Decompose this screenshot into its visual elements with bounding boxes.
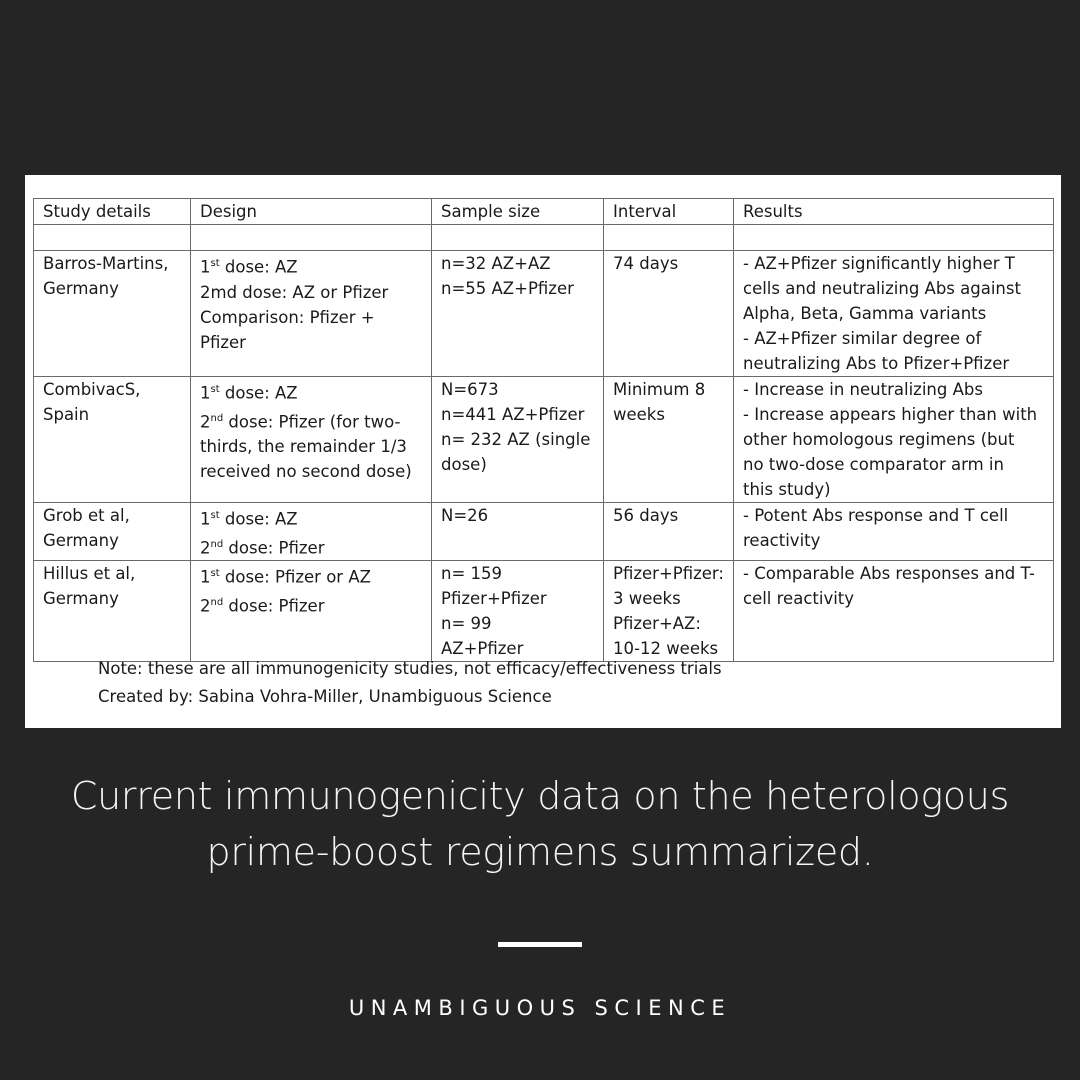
- line-text: dose: AZ: [219, 257, 298, 277]
- interval-line: 3 weeks: [613, 589, 681, 608]
- line-text: 1: [200, 257, 211, 277]
- design-line: [200, 406, 422, 435]
- results-line: no two-dose comparator arm in: [743, 455, 1004, 474]
- sample-line: n=441 AZ+Pfizer: [441, 405, 585, 424]
- design-line: [200, 251, 422, 280]
- study-line: Germany: [43, 531, 119, 550]
- interval-cell: [604, 561, 734, 662]
- sample-line: N=673: [441, 380, 499, 399]
- caption: [0, 768, 1080, 880]
- line-text: dose: Pfizer or AZ: [219, 567, 371, 587]
- results-line: - AZ+Pfizer significantly higher T: [743, 254, 1015, 273]
- header-cell: Interval: [604, 199, 734, 225]
- header-cell: Study details: [34, 199, 191, 225]
- sample-line: n=32 AZ+AZ: [441, 254, 551, 273]
- results-line: cells and neutralizing Abs against: [743, 279, 1021, 298]
- sample-line: Pfizer+Pfizer: [441, 589, 547, 608]
- study-line: Germany: [43, 589, 119, 608]
- caption-line: Current immunogenicity data on the heterologous: [70, 774, 1010, 818]
- table-row: [34, 561, 1054, 662]
- line-text: 2: [200, 538, 211, 557]
- ordinal-suffix: nd: [210, 412, 224, 424]
- design-cell: [191, 251, 432, 377]
- results-line: - AZ+Pfizer similar degree of: [743, 329, 982, 348]
- line-text: Pfizer: [200, 332, 246, 352]
- design-cell: [191, 377, 432, 503]
- header-cell: Design: [191, 199, 432, 225]
- study-line: Germany: [43, 279, 119, 298]
- interval-line: Pfizer+AZ:: [613, 614, 701, 633]
- sample-line: n= 232 AZ (single: [441, 430, 591, 449]
- table-row: [34, 377, 1054, 503]
- results-line: - Potent Abs response and T cell: [743, 506, 1009, 525]
- brand-name: UNAMBIGUOUS SCIENCE: [348, 996, 732, 1020]
- sample-cell: [432, 377, 604, 503]
- design-line: [200, 434, 422, 459]
- line-text: 2: [200, 596, 211, 615]
- empty-cell: [604, 225, 734, 251]
- study-line: Spain: [43, 405, 90, 424]
- interval-cell: [604, 503, 734, 561]
- study-table: [33, 198, 1054, 662]
- interval-line: 56 days: [613, 506, 679, 525]
- line-text: thirds, the remainder 1/3: [200, 437, 407, 456]
- study-cell: [34, 251, 191, 377]
- study-cell: [34, 503, 191, 561]
- sample-cell: [432, 503, 604, 561]
- design-cell: [191, 503, 432, 561]
- sample-line: AZ+Pfizer: [441, 639, 524, 658]
- design-line: [200, 305, 422, 330]
- interval-cell: [604, 377, 734, 503]
- results-line: reactivity: [743, 531, 821, 550]
- design-line: [200, 377, 422, 406]
- interval-line: 74 days: [613, 254, 679, 273]
- results-cell: [734, 377, 1054, 503]
- sample-cell: [432, 251, 604, 377]
- sample-line: N=26: [441, 506, 489, 525]
- results-line: this study): [743, 480, 831, 499]
- design-line: [200, 532, 422, 561]
- credit-text: Created by: Sabina Vohra-Miller, Unambiguous Science: [98, 687, 552, 706]
- document-image: [25, 175, 1061, 728]
- design-line: [200, 330, 422, 355]
- empty-cell: [432, 225, 604, 251]
- results-line: - Increase appears higher than with: [743, 405, 1038, 424]
- ordinal-suffix: nd: [210, 596, 224, 608]
- line-text: 1: [200, 567, 211, 587]
- sample-line: n=55 AZ+Pfizer: [441, 279, 574, 298]
- table-row: [34, 251, 1054, 377]
- interval-line: Minimum 8: [613, 380, 706, 399]
- line-text: received no second dose): [200, 462, 412, 481]
- caption-line: prime-boost regimens summarized.: [206, 830, 874, 874]
- sample-cell: [432, 561, 604, 662]
- study-cell: [34, 377, 191, 503]
- design-line: [200, 561, 422, 590]
- ordinal-suffix: st: [210, 568, 220, 579]
- table-header-row: [34, 199, 1054, 225]
- interval-line: Pfizer+Pfizer:: [613, 564, 724, 583]
- line-text: 2: [200, 412, 211, 431]
- study-line: CombivacS,: [43, 380, 141, 399]
- sample-line: n= 159: [441, 564, 503, 583]
- table-spacer-row: [34, 225, 1054, 251]
- line-text: dose: Pfizer: [223, 538, 325, 557]
- design-cell: [191, 561, 432, 662]
- study-cell: [34, 561, 191, 662]
- sample-line: dose): [441, 455, 487, 474]
- line-text: dose: AZ: [219, 383, 298, 403]
- interval-cell: [604, 251, 734, 377]
- results-line: neutralizing Abs to Pfizer+Pfizer: [743, 354, 1010, 373]
- interval-line: weeks: [613, 405, 665, 424]
- table-notes: [98, 655, 722, 711]
- study-line: Hillus et al,: [43, 564, 136, 583]
- study-line: Barros-Martins,: [43, 254, 169, 273]
- design-line: [200, 459, 422, 484]
- interval-line: 10-12 weeks: [613, 639, 719, 658]
- design-line: [200, 280, 422, 305]
- study-line: Grob et al,: [43, 506, 130, 525]
- results-cell: [734, 251, 1054, 377]
- line-text: 2md dose: AZ or Pfizer: [200, 282, 389, 302]
- line-text: 1: [200, 383, 211, 403]
- results-line: cell reactivity: [743, 589, 855, 608]
- ordinal-suffix: st: [210, 510, 220, 521]
- line-text: Comparison: Pfizer +: [200, 307, 375, 327]
- results-line: - Comparable Abs responses and T-: [743, 564, 1036, 583]
- results-cell: [734, 503, 1054, 561]
- line-text: 1: [200, 509, 211, 529]
- results-cell: [734, 561, 1054, 662]
- results-line: other homologous regimens (but: [743, 430, 1015, 449]
- ordinal-suffix: st: [210, 384, 220, 395]
- header-cell: Results: [734, 199, 1054, 225]
- line-text: dose: Pfizer: [223, 596, 325, 615]
- empty-cell: [34, 225, 191, 251]
- header-cell: Sample size: [432, 199, 604, 225]
- results-line: - Increase in neutralizing Abs: [743, 380, 983, 399]
- ordinal-suffix: nd: [210, 538, 224, 550]
- design-line: [200, 503, 422, 532]
- design-line: [200, 590, 422, 619]
- empty-cell: [734, 225, 1054, 251]
- results-line: Alpha, Beta, Gamma variants: [743, 304, 987, 323]
- empty-cell: [191, 225, 432, 251]
- line-text: dose: Pfizer (for two-: [223, 412, 401, 431]
- ordinal-suffix: st: [210, 258, 220, 269]
- divider: [498, 942, 582, 947]
- table-row: [34, 503, 1054, 561]
- sample-line: n= 99: [441, 614, 492, 633]
- note-text: Note: these are all immunogenicity studies, not efficacy/effectiveness trials: [98, 659, 722, 678]
- line-text: dose: AZ: [219, 509, 298, 529]
